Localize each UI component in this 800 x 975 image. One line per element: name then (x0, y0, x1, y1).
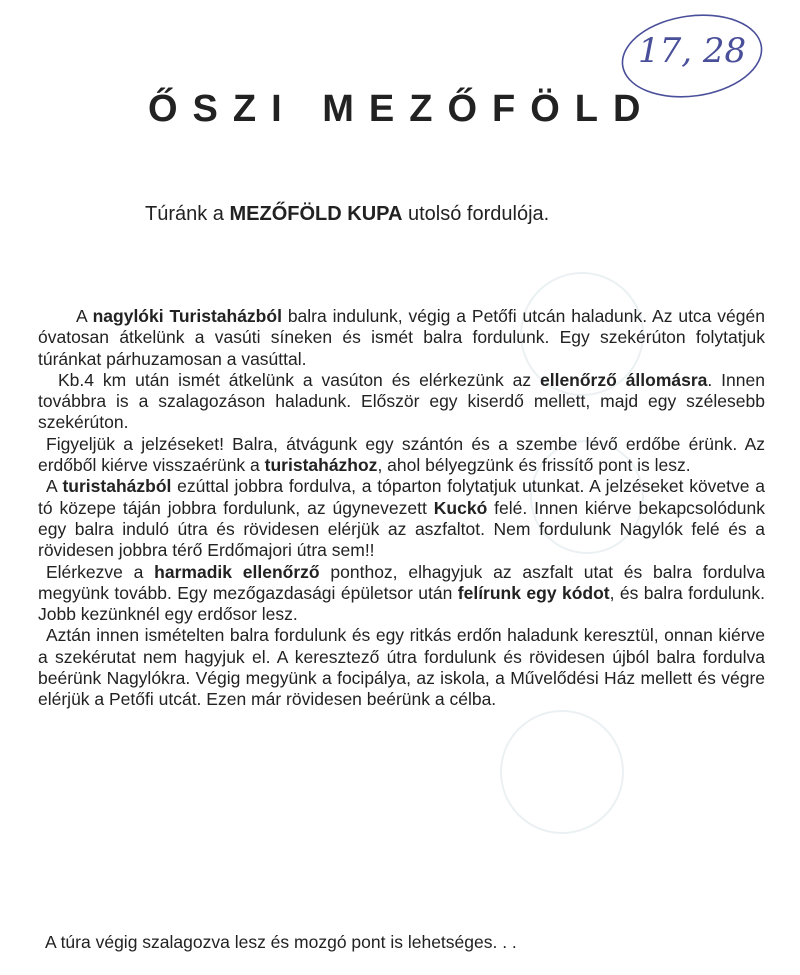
paragraph: A turistaházból ezúttal jobbra fordulva, a tóparton folytatjuk utunkat. A jelzéseket követve a tó közepe táján jobbra fordulunk, az úgynevezett Kuckó felé. Innen kiérve bekapcsolódunk egy balra induló útra és rövidesen elérjük az aszfaltot. Nem fordulunk Nagylók felé és a rövidesen jobbra térő Erdőmajori útra sem!! (38, 476, 766, 561)
route-description (38, 306, 765, 711)
paragraph: Aztán innen ismételten balra fordulunk és egy ritkás erdőn haladunk keresztül, onnan kiérve a szekérutat nem hagyjuk el. A keresztező útra fordulunk és rövidesen újból balra fordulva beérünk Nagylókra. Végig megyünk a focipálya, az iskola, a Művelődési Ház mellett és végre elérjük a Petőfi utcát. Ezen már rövidesen beérünk a célba. (38, 625, 765, 710)
paragraph: Figyeljük a jelzéseket! Balra, átvágunk egy szántón és a szembe lévő erdőbe érünk. Az erdőből kiérve visszaérünk a turistaházhoz, ahol bélyegzünk és frissítő pont is lesz. (38, 433, 765, 476)
paragraph: Kb.4 km után ismét átkelünk a vasúton és elérkezünk az ellenőrző állomásra. Innen továbbra is a szalagozáson haladunk. Először egy kiserdő mellett, majd egy szélesebb szekérúton. (38, 369, 765, 433)
footer-note: A túra végig szalagozva lesz és mozgó pont is lehetséges. . . (45, 932, 517, 952)
paragraph: Elérkezve a harmadik ellenőrző ponthoz, elhagyjuk az aszfalt utat és balra fordulva megyünk tovább. Egy mezőgazdasági épületsor után felírunk egy kódot, és balra fordulunk. Jobb kezünknél egy erdősor lesz. (38, 561, 765, 625)
faded-stamp (500, 710, 624, 834)
subtitle: Túránk a MEZŐFÖLD KUPA utolsó fordulója. (145, 203, 550, 225)
handwritten-note: 17, 28 (638, 31, 747, 71)
paragraph: A nagylóki Turistaházból balra indulunk, végig a Petőfi utcán haladunk. Az utca végén óvatosan átkelünk a vasúti síneken és ismét balra fordulunk. Egy szekérúton folytatjuk túránkat párhuzamosan a vasúttal. (38, 306, 765, 369)
page-title: ŐSZI MEZŐFÖLD (148, 88, 656, 130)
